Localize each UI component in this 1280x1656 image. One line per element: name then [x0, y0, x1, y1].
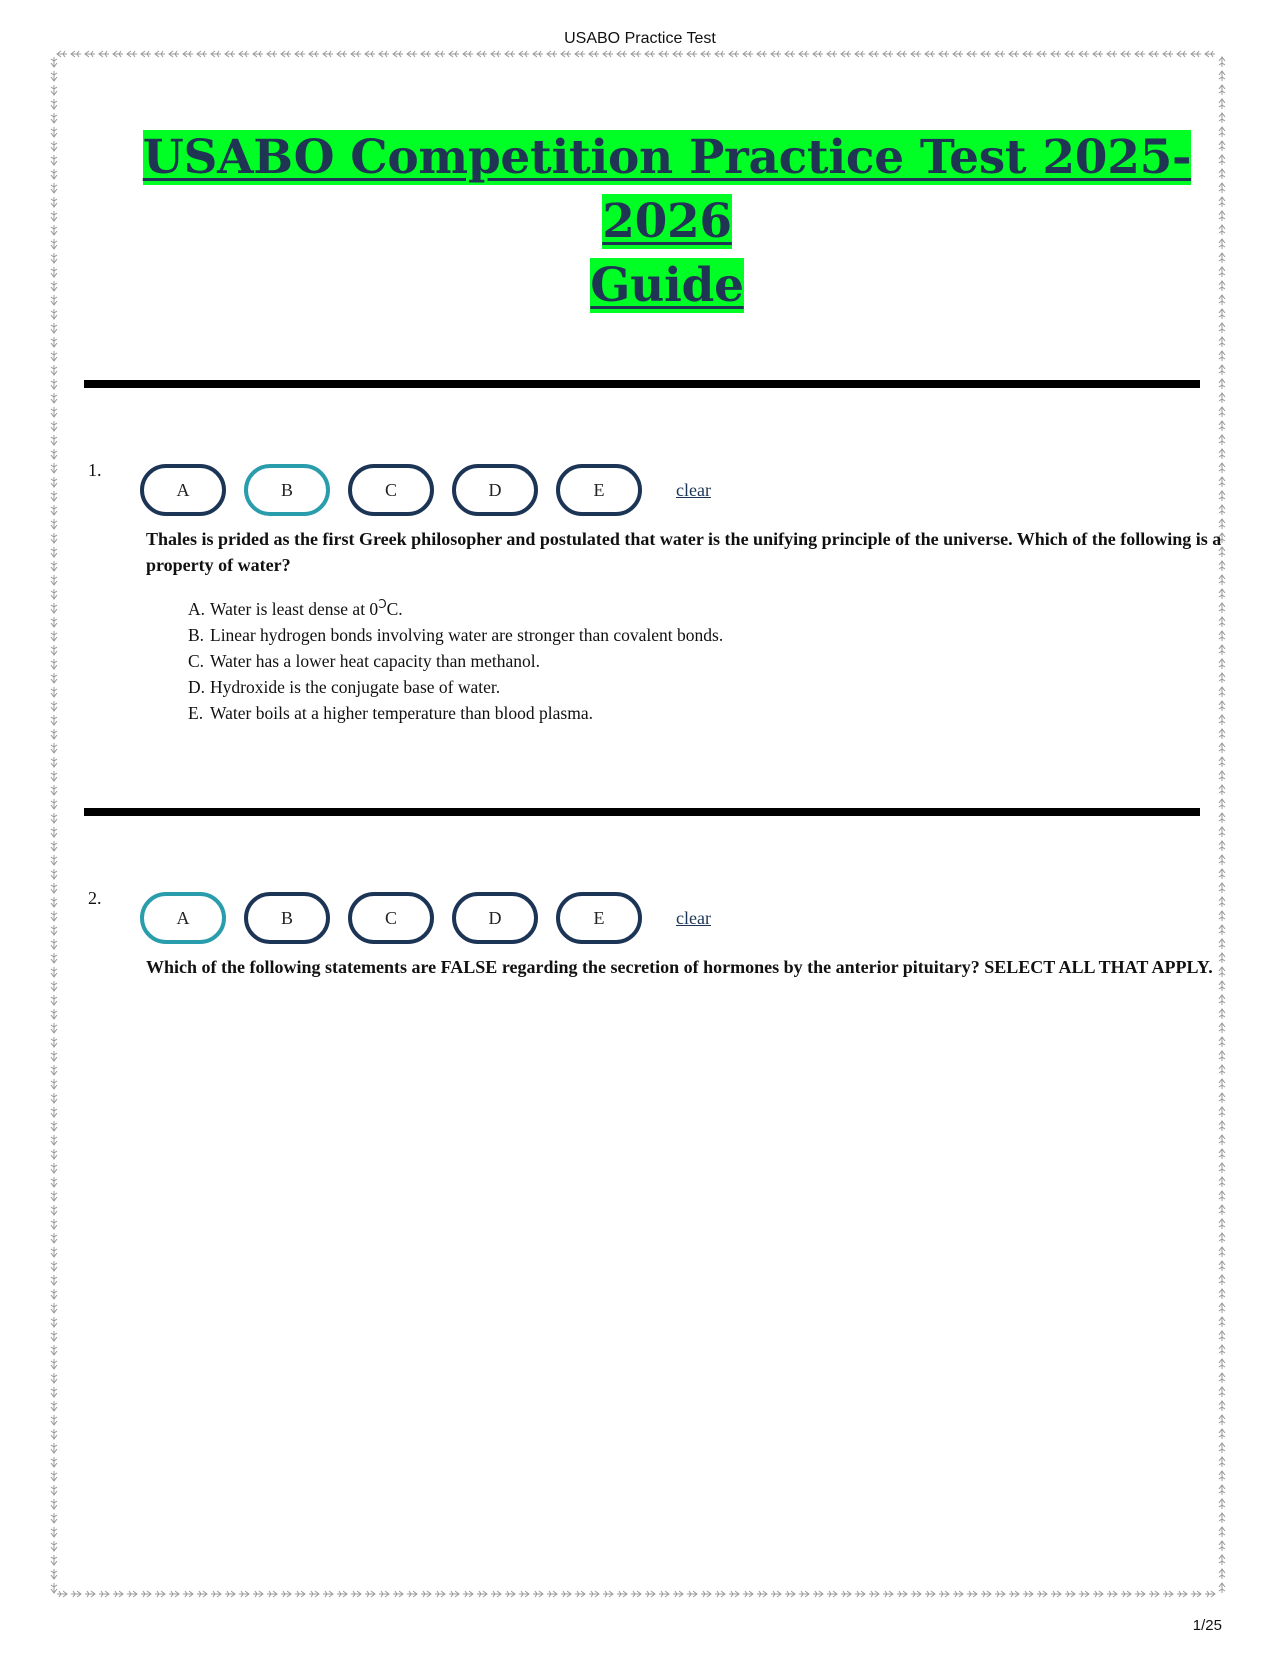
title-line-1: USABO Competition Practice Test 2025-2026: [142, 130, 1192, 249]
running-header: USABO Practice Test: [564, 30, 716, 47]
option-text: Water boils at a higher temperature than blood plasma.: [210, 703, 593, 723]
choice-a-button[interactable]: A: [140, 892, 226, 944]
answer-choices: [140, 464, 711, 516]
section-divider: [84, 808, 1200, 816]
choice-b-button[interactable]: B: [244, 892, 330, 944]
option-letter: C.: [188, 651, 205, 671]
choice-d-button[interactable]: D: [452, 464, 538, 516]
option-letter: D.: [188, 677, 206, 697]
option-text: Water has a lower heat capacity than methanol.: [210, 651, 540, 671]
option-a: [188, 596, 723, 622]
choice-d-button[interactable]: D: [452, 892, 538, 944]
option-d: [188, 674, 723, 700]
option-e: [188, 700, 723, 726]
clear-link[interactable]: clear: [676, 907, 711, 928]
degree-symbol: Ↄ: [378, 597, 387, 612]
option-letter: A.: [188, 599, 206, 619]
question-number: 2.: [88, 888, 102, 908]
page-number: 1/25: [1192, 1617, 1222, 1634]
document-title: [100, 126, 1234, 318]
choice-c-button[interactable]: C: [348, 892, 434, 944]
clear-link[interactable]: clear: [676, 479, 711, 500]
choice-e-button[interactable]: E: [556, 892, 642, 944]
choice-a-button[interactable]: A: [140, 464, 226, 516]
option-letter: E.: [188, 703, 204, 723]
question-number: 1.: [88, 460, 102, 480]
option-list: [188, 596, 723, 726]
option-b: [188, 622, 723, 648]
option-text: Linear hydrogen bonds involving water are stronger than covalent bonds.: [210, 625, 724, 645]
option-text: Hydroxide is the conjugate base of water.: [210, 677, 501, 697]
option-c: [188, 648, 723, 674]
answer-choices: [140, 892, 711, 944]
title-line-2: Guide: [590, 258, 744, 313]
option-text-suffix: C.: [386, 599, 403, 619]
question-text: Thales is prided as the first Greek philosopher and postulated that water is the unifying principle of the universe. Which of the following is a property of water?: [146, 529, 1222, 575]
option-letter: B.: [188, 625, 205, 645]
section-divider: [84, 380, 1200, 388]
choice-c-button[interactable]: C: [348, 464, 434, 516]
choice-e-button[interactable]: E: [556, 464, 642, 516]
option-text: Water is least dense at 0: [210, 599, 379, 619]
question-text: Which of the following statements are FALSE regarding the secretion of hormones by the anterior pituitary? SELECT ALL THAT APPLY.: [146, 957, 1213, 977]
choice-b-button[interactable]: B: [244, 464, 330, 516]
